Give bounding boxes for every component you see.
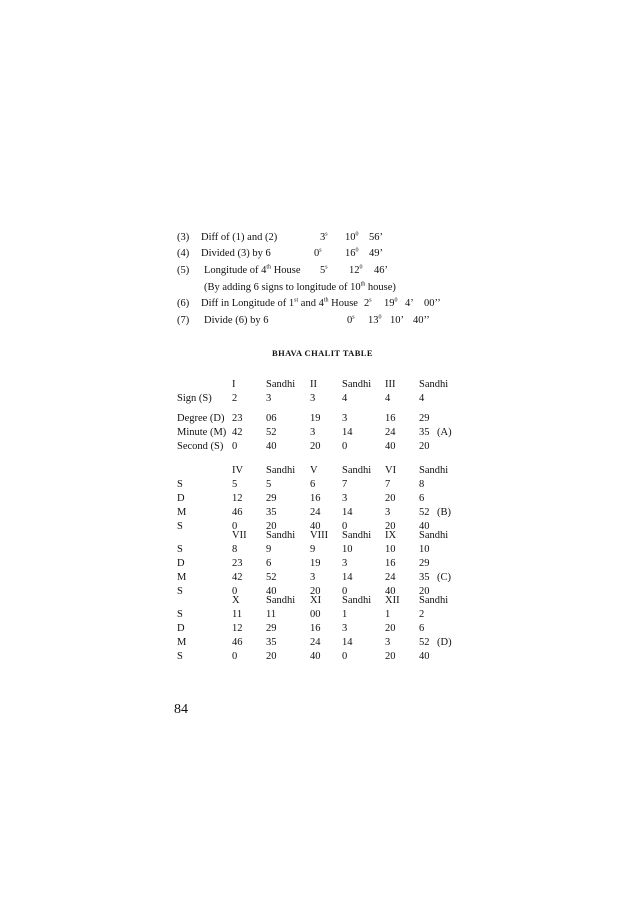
table-cell: 29 (419, 558, 430, 569)
table-cell: 0 (342, 521, 348, 532)
row-label: M (177, 507, 187, 518)
table-cell: 11 (232, 609, 243, 620)
table-cell: 3 (310, 572, 316, 583)
step-value: 0$^s$ (347, 314, 355, 326)
table-cell: Sandhi (266, 379, 296, 390)
table-cell: 19 (310, 413, 321, 424)
block-tag: (B) (437, 507, 451, 518)
table-cell: Sandhi (342, 530, 372, 541)
table-cell: 1 (342, 609, 348, 620)
table-cell: 20 (310, 441, 321, 452)
table-cell: 29 (419, 413, 430, 424)
table-cell: 9 (266, 544, 272, 555)
table-cell: 42 (232, 572, 243, 583)
table-title: BHAVA CHALIT TABLE (272, 348, 373, 358)
table-cell: 10 (342, 544, 353, 555)
step-value: $10^0$ (345, 231, 359, 243)
row-label: Minute (M) (177, 427, 227, 438)
table-cell: XI (310, 595, 322, 606)
step-value: 40’’ (413, 315, 430, 326)
row-label: S (177, 609, 183, 620)
table-cell: V (310, 465, 318, 476)
table-cell: 20 (419, 586, 430, 597)
table-cell: 8 (419, 479, 425, 490)
row-label: D (177, 558, 185, 569)
table-cell: 40 (419, 521, 430, 532)
step-note: (By adding 6 signs to longitude of 10th house) (204, 281, 396, 293)
step-value: 2$^s$ (364, 297, 372, 309)
row-label: S (177, 651, 183, 662)
block-tag: (D) (437, 637, 452, 648)
step-number: (3) (177, 232, 190, 243)
table-cell: 3 (266, 393, 272, 404)
table-cell: 9 (310, 544, 316, 555)
table-cell: 06 (266, 413, 277, 424)
table-cell: 2 (232, 393, 238, 404)
page-number: 84 (174, 702, 188, 717)
table-cell: 20 (385, 493, 396, 504)
table-cell: 4 (385, 393, 391, 404)
table-cell: 6 (310, 479, 316, 490)
table-cell: 6 (266, 558, 272, 569)
step-value: $13^0$ (368, 314, 382, 326)
table-cell: 40 (419, 651, 430, 662)
row-label: M (177, 572, 187, 583)
table-cell: II (310, 379, 317, 390)
step-value: 00’’ (424, 298, 441, 309)
table-cell: 52 (266, 427, 277, 438)
table-cell: 52 (419, 507, 430, 518)
row-label: S (177, 479, 183, 490)
table-cell: 19 (310, 558, 321, 569)
table-cell: 0 (342, 651, 348, 662)
table-cell: 40 (310, 651, 321, 662)
step-value: 10’ (390, 315, 404, 326)
table-cell: Sandhi (342, 595, 372, 606)
table-cell: 20 (385, 623, 396, 634)
row-label: S (177, 521, 183, 532)
step-value: 56’ (369, 232, 383, 243)
step-value: 0$^s$ (314, 247, 322, 259)
table-cell: 0 (232, 651, 238, 662)
table-cell: 24 (385, 572, 396, 583)
step-number: (4) (177, 248, 190, 259)
table-cell: 5 (266, 479, 272, 490)
table-cell: 23 (232, 413, 243, 424)
table-cell: IX (385, 530, 397, 541)
step-number: (7) (177, 315, 190, 326)
table-cell: IV (232, 465, 244, 476)
table-cell: 4 (342, 393, 348, 404)
table-cell: 0 (232, 586, 238, 597)
step-number: (5) (177, 265, 190, 276)
step-value: $12^0$ (349, 264, 363, 276)
table-cell: 24 (310, 637, 321, 648)
table-cell: XII (385, 595, 400, 606)
row-label: D (177, 493, 185, 504)
table-cell: 3 (385, 637, 391, 648)
row-label: S (177, 544, 183, 555)
step-value: 5$^s$ (320, 264, 328, 276)
table-cell: 7 (385, 479, 391, 490)
step-value: 3$^s$ (320, 231, 328, 243)
table-cell: 35 (266, 507, 277, 518)
table-cell: 7 (342, 479, 348, 490)
block-tag: (A) (437, 427, 452, 438)
table-cell: 0 (232, 521, 238, 532)
table-cell: 3 (310, 427, 316, 438)
table-cell: 40 (385, 586, 396, 597)
step-value: 4’ (405, 298, 414, 309)
table-cell: 42 (232, 427, 243, 438)
table-cell: 1 (385, 609, 391, 620)
table-cell: 35 (419, 572, 430, 583)
table-cell: 14 (342, 637, 353, 648)
row-label: S (177, 586, 183, 597)
table-cell: 29 (266, 493, 277, 504)
table-cell: 20 (266, 651, 277, 662)
table-cell: 3 (385, 507, 391, 518)
table-cell: 8 (232, 544, 238, 555)
table-cell: 3 (342, 623, 348, 634)
table-cell: 5 (232, 479, 238, 490)
table-cell: 3 (310, 393, 316, 404)
table-cell: Sandhi (266, 465, 296, 476)
table-cell: 6 (419, 623, 425, 634)
table-cell: 10 (385, 544, 396, 555)
table-cell: 46 (232, 637, 243, 648)
table-cell: 16 (310, 623, 321, 634)
step-number: (6) (177, 298, 190, 309)
table-cell: 3 (342, 493, 348, 504)
table-cell: Sandhi (419, 379, 449, 390)
table-cell: 00 (310, 609, 321, 620)
step-value: $19^0$ (384, 297, 398, 309)
table-cell: Sandhi (342, 465, 372, 476)
table-cell: 4 (419, 393, 425, 404)
table-cell: 0 (342, 441, 348, 452)
row-label: D (177, 623, 185, 634)
table-cell: 3 (342, 558, 348, 569)
table-cell: Sandhi (419, 530, 449, 541)
row-label: Sign (S) (177, 393, 212, 404)
table-cell: 29 (266, 623, 277, 634)
table-cell: 40 (266, 586, 277, 597)
table-cell: 16 (385, 558, 396, 569)
step-text: Diff of (1) and (2) (201, 232, 278, 243)
table-cell: 35 (266, 637, 277, 648)
table-cell: 20 (385, 521, 396, 532)
table-cell: 6 (419, 493, 425, 504)
table-cell: 3 (342, 413, 348, 424)
row-label: M (177, 637, 187, 648)
table-cell: 10 (419, 544, 430, 555)
table-cell: 20 (310, 586, 321, 597)
step-text: Diff in Longitude of 1st and 4th House (201, 297, 358, 309)
table-cell: Sandhi (419, 465, 449, 476)
table-cell: VIII (310, 530, 329, 541)
table-cell: 40 (385, 441, 396, 452)
table-cell: 16 (310, 493, 321, 504)
table-cell: Sandhi (419, 595, 449, 606)
step-text: Divide (6) by 6 (204, 315, 269, 326)
table-cell: VII (232, 530, 247, 541)
table-cell: 52 (266, 572, 277, 583)
step-text: Longitude of 4th House (204, 264, 301, 276)
table-cell: 23 (232, 558, 243, 569)
table-cell: Sandhi (266, 595, 296, 606)
table-cell: 14 (342, 572, 353, 583)
table-cell: 35 (419, 427, 430, 438)
table-cell: X (232, 595, 240, 606)
step-value: 49’ (369, 248, 383, 259)
table-cell: 14 (342, 427, 353, 438)
row-label: Degree (D) (177, 413, 225, 424)
row-label: Second (S) (177, 441, 224, 452)
table-cell: Sandhi (266, 530, 296, 541)
table-cell: III (385, 379, 396, 390)
table-cell: I (232, 379, 236, 390)
table-cell: VI (385, 465, 397, 476)
step-text: Divided (3) by 6 (201, 248, 271, 259)
step-value: $16^0$ (345, 247, 359, 259)
step-value: 46’ (374, 265, 388, 276)
block-tag: (C) (437, 572, 451, 583)
table-cell: 20 (385, 651, 396, 662)
table-cell: 20 (266, 521, 277, 532)
table-cell: 0 (232, 441, 238, 452)
table-cell: 46 (232, 507, 243, 518)
table-cell: 24 (310, 507, 321, 518)
table-cell: 20 (419, 441, 430, 452)
table-cell: 40 (310, 521, 321, 532)
table-cell: 0 (342, 586, 348, 597)
table-cell: 12 (232, 493, 243, 504)
table-cell: 52 (419, 637, 430, 648)
table-cell: 11 (266, 609, 277, 620)
table-cell: 40 (266, 441, 277, 452)
table-cell: 2 (419, 609, 425, 620)
table-cell: 14 (342, 507, 353, 518)
table-cell: 12 (232, 623, 243, 634)
table-cell: 16 (385, 413, 396, 424)
table-cell: Sandhi (342, 379, 372, 390)
table-cell: 24 (385, 427, 396, 438)
